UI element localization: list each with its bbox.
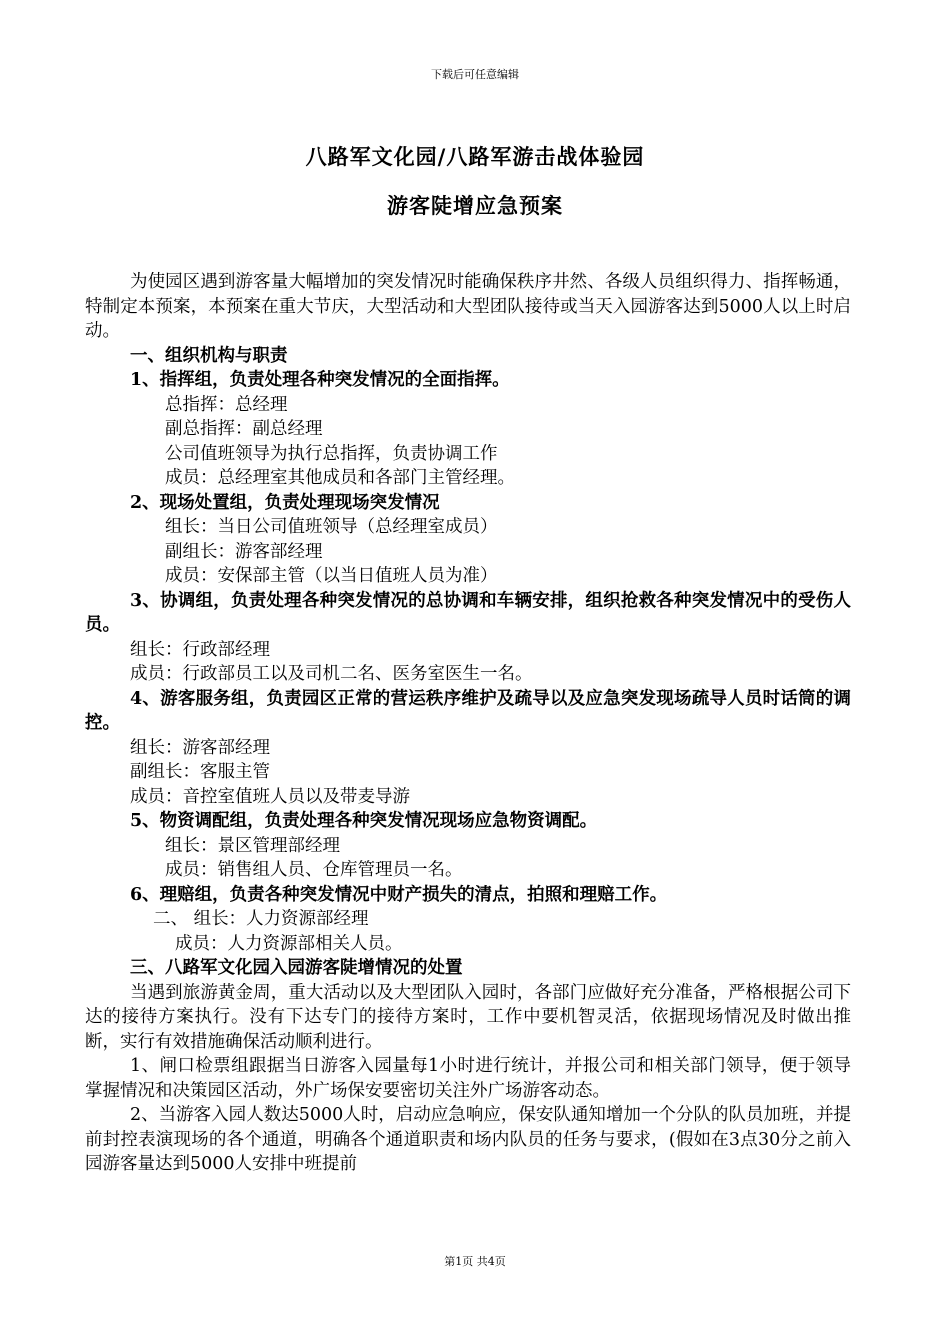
group-member-line: 总指挥：总经理 <box>165 394 288 415</box>
group-heading: 6、理赔组，负责各种突发情况中财产损失的清点，拍照和理赔工作。 <box>130 884 668 905</box>
group-heading: 1、指挥组，负责处理各种突发情况的全面指挥。 <box>130 370 510 390</box>
page-footer: 第1页 共4页 <box>444 1255 506 1268</box>
group-member-line: 成员：行政部员工以及司机二名、医务室医生一名。 <box>130 664 533 684</box>
group-member-line: 成员：安保部主管（以当日值班人员为准） <box>165 566 498 586</box>
group-member-line: 二、 组长：人力资源部经理 <box>153 909 369 929</box>
group-member-line: 组长：行政部经理 <box>130 639 270 660</box>
group-member-line: 副组长：游客部经理 <box>165 541 323 562</box>
page-header: 下载后可任意编辑 <box>431 68 519 81</box>
group-heading: 3、协调组，负责处理各种突发情况的总协调和车辆安排，组织抢救各种突发情况中的受伤人员。 <box>85 590 851 635</box>
group-member-line: 副组长：客服主管 <box>130 762 270 782</box>
group-member-line: 公司值班领导为执行总指挥，负责协调工作 <box>165 443 498 464</box>
group-heading: 4、游客服务组，负责园区正常的营运秩序维护及疏导以及应急突发现场疏导人员时话筒的调控。 <box>85 688 851 733</box>
document-title: 八路军文化园/八路军游击战体验园 <box>305 144 645 169</box>
group-member-line: 成员：人力资源部相关人员。 <box>175 933 403 954</box>
document-body <box>85 270 851 1177</box>
body-paragraph: 2、当游客入园人数达5000人时，启动应急响应，保安队通知增加一个分队的队员加班，并提前封控表演现场的各个通道，明确各个通道职责和场内队员的任务与要求，(假如在3点30分之前入园游客量达到5000人安排中班提前 <box>85 1105 851 1174</box>
body-paragraph: 1、闸口检票组跟据当日游客入园量每1小时进行统计，并报公司和相关部门领导，便于领导掌握情况和决策园区活动，外广场保安要密切关注外广场游客动态。 <box>85 1056 851 1101</box>
body-paragraph: 当遇到旅游黄金周，重大活动以及大型团队入园时，各部门应做好充分准备，严格根据公司下达的接待方案执行。没有下达专门的接待方案时，工作中要机智灵活，依据现场情况及时做出推断，实行有效措施确保活动顺利进行。 <box>85 982 851 1052</box>
group-heading: 5、物资调配组，负责处理各种突发情况现场应急物资调配。 <box>130 811 598 831</box>
section-heading: 一、组织机构与职责 <box>130 345 288 366</box>
intro-paragraph: 为使园区遇到游客量大幅增加的突发情况时能确保秩序井然、各级人员组织得力、指挥畅通，特制定本预案，本预案在重大节庆，大型活动和大型团队接待或当天入园游客达到5000人以上时启动。 <box>85 272 851 341</box>
group-member-line: 组长：当日公司值班领导（总经理室成员） <box>165 517 498 537</box>
group-member-line: 成员：销售组人员、仓库管理员一名。 <box>165 860 463 880</box>
document-subtitle: 游客陡增应急预案 <box>387 193 563 218</box>
group-heading: 2、现场处置组，负责处理现场突发情况 <box>130 492 440 513</box>
group-member-line: 组长：游客部经理 <box>130 737 270 758</box>
group-member-line: 副总指挥：副总经理 <box>165 419 323 439</box>
group-member-line: 组长：景区管理部经理 <box>165 835 340 856</box>
section-heading: 三、八路军文化园入园游客陡增情况的处置 <box>130 958 463 978</box>
group-member-line: 成员：总经理室其他成员和各部门主管经理。 <box>165 468 515 488</box>
group-member-line: 成员：音控室值班人员以及带麦导游 <box>130 786 410 807</box>
